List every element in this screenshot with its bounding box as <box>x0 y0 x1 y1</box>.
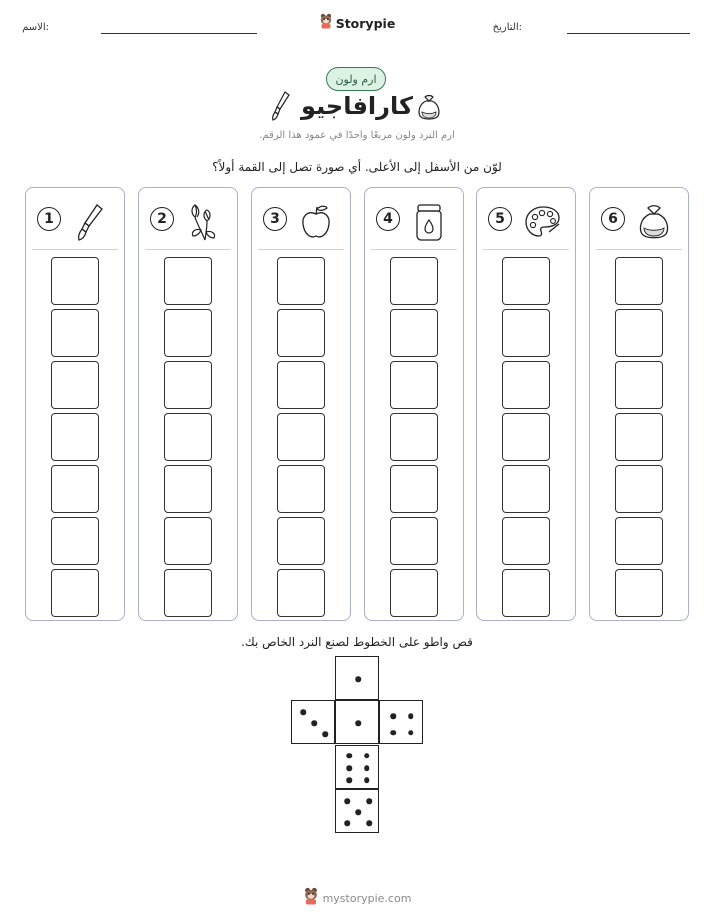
color-cell[interactable] <box>277 309 325 357</box>
column-4 <box>364 187 464 621</box>
color-cell[interactable] <box>502 309 550 357</box>
color-cell[interactable] <box>164 257 212 305</box>
color-cell[interactable] <box>615 361 663 409</box>
color-cell[interactable] <box>502 465 550 513</box>
dice-pip <box>364 753 370 759</box>
paint-jar-icon <box>411 202 447 246</box>
dice-face <box>335 656 379 700</box>
dice-pip <box>346 753 352 759</box>
color-cell[interactable] <box>51 361 99 409</box>
color-cell[interactable] <box>615 465 663 513</box>
color-cell[interactable] <box>164 309 212 357</box>
column-number: 4 <box>376 207 400 231</box>
flower-icon <box>185 202 221 246</box>
activity-instruction: لوّن من الأسفل إلى الأعلى. أي صورة تصل إلى القمة أولاً؟ <box>212 160 502 174</box>
column-divider <box>483 249 569 250</box>
column-2 <box>138 187 238 621</box>
column-number: 5 <box>488 207 512 231</box>
color-cell[interactable] <box>51 569 99 617</box>
dice-pip <box>408 730 414 736</box>
column-number: 6 <box>601 207 625 231</box>
dice-face <box>379 700 423 744</box>
dice-pip <box>344 820 350 826</box>
color-cell[interactable] <box>164 465 212 513</box>
pouch-icon <box>416 92 442 126</box>
dice-pip <box>408 714 414 720</box>
dice-pip <box>300 709 306 715</box>
color-cell[interactable] <box>277 413 325 461</box>
apple-icon <box>298 202 334 246</box>
color-cell[interactable] <box>390 361 438 409</box>
dice-pip <box>390 730 396 736</box>
color-cell[interactable] <box>277 465 325 513</box>
name-label: الاسم: <box>22 22 49 33</box>
color-cell[interactable] <box>615 517 663 565</box>
column-divider <box>371 249 457 250</box>
color-cell[interactable] <box>51 257 99 305</box>
color-cell[interactable] <box>277 361 325 409</box>
dice-face <box>335 789 379 833</box>
color-cell[interactable] <box>615 569 663 617</box>
footer <box>0 887 714 909</box>
color-cell[interactable] <box>390 465 438 513</box>
dice-pip <box>364 765 370 771</box>
color-cell[interactable] <box>277 569 325 617</box>
column-number: 2 <box>150 207 174 231</box>
dice-pip <box>366 820 372 826</box>
activity-title: كارافاجيو <box>301 92 413 120</box>
color-cell[interactable] <box>51 517 99 565</box>
dice-pip <box>322 731 328 737</box>
column-3 <box>251 187 351 621</box>
dice-net-caption: قص واطو على الخطوط لصنع النرد الخاص بك. <box>241 635 473 649</box>
column-6 <box>589 187 689 621</box>
column-number: 1 <box>37 207 61 231</box>
column-divider <box>145 249 231 250</box>
paintbrush-icon <box>270 90 292 126</box>
color-cell[interactable] <box>164 413 212 461</box>
color-cell[interactable] <box>390 569 438 617</box>
storypie-mascot-icon <box>319 13 333 33</box>
dice-pip <box>364 778 370 784</box>
color-cell[interactable] <box>502 413 550 461</box>
brand-name: Storypie <box>335 15 396 31</box>
color-cell[interactable] <box>502 361 550 409</box>
color-cell[interactable] <box>615 257 663 305</box>
color-cell[interactable] <box>164 517 212 565</box>
color-cell[interactable] <box>502 257 550 305</box>
dice-face <box>335 745 379 789</box>
brand-logo <box>0 13 714 33</box>
color-cell[interactable] <box>615 413 663 461</box>
footer-url[interactable]: mystorypie.com <box>322 891 412 905</box>
dice-pip <box>366 798 372 804</box>
dice-pip <box>311 720 317 726</box>
dice-pip <box>390 714 396 720</box>
dice-pip <box>355 809 361 815</box>
color-cell[interactable] <box>164 361 212 409</box>
color-cell[interactable] <box>390 309 438 357</box>
column-number: 3 <box>263 207 287 231</box>
color-cell[interactable] <box>502 517 550 565</box>
column-5 <box>476 187 576 621</box>
column-divider <box>596 249 682 250</box>
column-divider <box>258 249 344 250</box>
color-cell[interactable] <box>390 257 438 305</box>
dice-pip <box>344 798 350 804</box>
color-cell[interactable] <box>51 413 99 461</box>
dice-pip <box>346 778 352 784</box>
activity-subtitle: ارم النرد ولون مربعًا واحدًا في عمود هذا الرقم. <box>259 130 455 141</box>
dice-face <box>291 700 335 744</box>
dice-face <box>335 700 379 744</box>
date-label: التاريخ: <box>492 22 522 33</box>
pouch-icon <box>636 202 672 246</box>
color-cell[interactable] <box>51 309 99 357</box>
dice-pip <box>346 765 352 771</box>
column-1 <box>25 187 125 621</box>
date-line[interactable] <box>567 33 690 34</box>
column-divider <box>32 249 118 250</box>
color-cell[interactable] <box>390 413 438 461</box>
color-cell[interactable] <box>615 309 663 357</box>
color-cell[interactable] <box>502 569 550 617</box>
color-cell[interactable] <box>277 517 325 565</box>
color-cell[interactable] <box>277 257 325 305</box>
storypie-mascot-icon <box>303 887 319 909</box>
color-cell[interactable] <box>390 517 438 565</box>
dice-pip <box>355 676 361 682</box>
dice-pip <box>355 720 361 726</box>
name-line[interactable] <box>101 33 257 34</box>
color-cell[interactable] <box>164 569 212 617</box>
paintbrush-icon <box>72 202 108 246</box>
activity-badge: ارم ولون <box>326 67 386 91</box>
palette-icon <box>523 202 563 246</box>
color-cell[interactable] <box>51 465 99 513</box>
